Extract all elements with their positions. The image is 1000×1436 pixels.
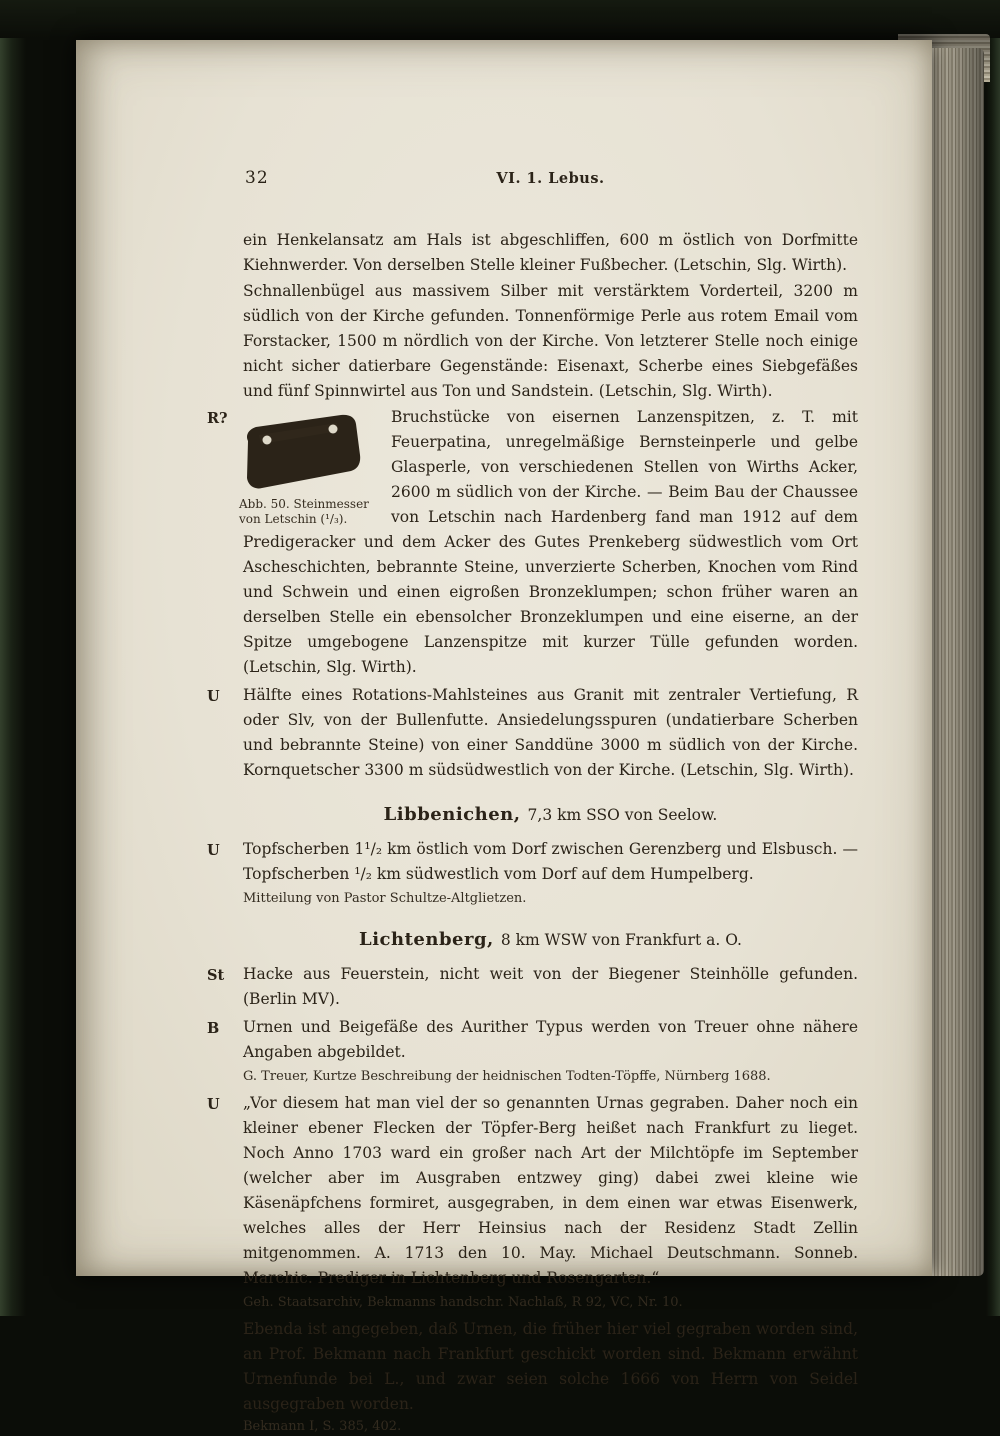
page-content <box>76 40 932 1436</box>
page-stack-edge-right <box>932 48 984 1276</box>
stone-knife-image <box>239 411 367 493</box>
margin-label-u: U <box>207 688 220 705</box>
running-title: VI. 1. Lebus. <box>496 170 605 187</box>
entry-text: „Vor diesem hat man viel der so genannten Urnas gegraben. Daher noch ein kleiner ebener Flecken der Töpfer-Berg heißet nach Frankfurt zu lieget. Noch Anno 1703 ward ein großer nach Art der Milchtöpfe im September (welcher aber im Ausgraben entzwey ging) dabei zwei kleine wie Käsenäpfchens formiret, ausgegraben, in dem einen war etwas Eisenwerk, welches alles der Herr Heinsius nach der Residenz Stadt Zellin mitgenommen. A. 1713 den 10. May. Michael Deutschmann. Sonneb. Marchic. Prediger in Lichtenberg und Rosengarten.“ <box>243 1094 858 1287</box>
book-page <box>76 40 932 1434</box>
section-heading-libbenichen <box>243 803 858 827</box>
margin-label-r: R? <box>207 410 228 427</box>
section-heading-lichtenberg <box>243 928 858 952</box>
page-number: 32 <box>245 168 269 188</box>
entry-text: Hacke aus Feuerstein, nicht weit von der Biegener Steinhölle gefunden. (Berlin MV). <box>243 965 858 1008</box>
book-cover-right <box>986 0 1000 1316</box>
figure-abb50 <box>239 411 375 527</box>
entry-hacke <box>207 962 858 1012</box>
paragraph-ebenda: Ebenda ist angegeben, daß Urnen, die früher hier viel gegraben worden sind, an Prof. Bekmann nach Frankfurt geschickt worden sind. Bekmann erwähnt Urnenfunde bei L., und zwar seien solche 1666 von Herrn von Seidel ausgegraben worden. <box>243 1320 858 1413</box>
place-detail: 8 km WSW von Frankfurt a. O. <box>500 931 742 949</box>
margin-label-u: U <box>207 842 220 859</box>
entry-text: Urnen und Beigefäße des Aurither Typus werden von Treuer ohne nähere Angaben abgebildet. <box>243 1018 858 1061</box>
paragraph-henkelansatz: ein Henkelansatz am Hals ist abgeschliffen, 600 m östlich von Dorfmitte Kiehnwerder. Von derselben Stelle kleiner Fußbecher. (Letschin, Slg. Wirth). <box>243 231 858 274</box>
entry-urnen <box>207 1015 858 1065</box>
book-spine-left <box>0 0 26 1316</box>
source-note-treuer: G. Treuer, Kurtze Beschreibung der heidnischen Todten-Töpffe, Nürnberg 1688. <box>243 1069 771 1084</box>
entry-mahlstein <box>207 683 858 783</box>
entry-text: Topfscherben 1¹/₂ km östlich vom Dorf zwischen Gerenzberg und Elsbusch. — Topfscherben ¹/₂ km südwestlich vom Dorf auf dem Humpelberg. <box>243 840 858 883</box>
source-note-staatsarchiv: Geh. Staatsarchiv, Bekmanns handschr. Nachlaß, R 92, VC, Nr. 10. <box>243 1295 683 1310</box>
book-cover-top <box>0 0 1000 38</box>
entry-text: Bruchstücke von eisernen Lanzenspitzen, z. T. mit Feuerpatina, unregelmäßige Bernsteinperle und gelbe Glasperle, von verschiedenen Stellen von Wirths Acker, 2600 m südlich von der Kirche. — Beim Bau der Chaussee von Letschin nach Hardenberg fand man 1912 auf dem Predigeracker und dem Acker des Gutes Prenkeberg südwestlich vom Ort Ascheschichten, bebrannte Steine, unverzierte Scherben, Knochen vom Rind und Schwein und einen eigroßen Bronzeklumpen; schon früher waren an derselben Stelle ein ebensolcher Bronzeklumpen und eine eiserne, an der Spitze umgebogene Lanzenspitze mit kurzer Tülle gefunden worden. (Letschin, Slg. Wirth). <box>243 408 858 676</box>
margin-label-st: St <box>207 967 225 984</box>
place-name: Lichtenberg, <box>359 929 494 950</box>
entry-topfscherben <box>207 837 858 887</box>
page-header <box>243 168 858 194</box>
margin-label-u: U <box>207 1096 220 1113</box>
place-detail: 7,3 km SSO von Seelow. <box>527 806 718 824</box>
place-name: Libbenichen, <box>383 804 521 825</box>
entry-urnas-zitat <box>207 1091 858 1291</box>
paragraph-schnallenbuegel: Schnallenbügel aus massivem Silber mit verstärktem Vorderteil, 3200 m südlich von der Kirche gefunden. Tonnenförmige Perle aus rotem Email vom Forstacker, 1500 m nördlich von der Kirche. Von letzterer Stelle noch einige nicht sicher datierbare Gegenstände: Eisenaxt, Scherbe eines Siebgefäßes und fünf Spinnwirtel aus Ton und Sandstein. (Letschin, Slg. Wirth). <box>243 282 858 400</box>
figure-caption: Abb. 50. Steinmesser von Letschin (¹/₃). <box>239 497 369 526</box>
entry-text: Hälfte eines Rotations-Mahlsteines aus Granit mit zentraler Vertiefung, R oder Slv, von der Bullenfutte. Ansiedelungsspuren (undatierbare Scherben und bebrannte Steine) von einer Sanddüne 3000 m südlich von der Kirche. Kornquetscher 3300 m südsüdwestlich von der Kirche. (Letschin, Slg. Wirth). <box>243 686 858 779</box>
source-note-bekmann: Bekmann I, S. 385, 402. <box>243 1419 402 1434</box>
margin-label-b: B <box>207 1020 220 1037</box>
entry-bruchstuecke <box>207 405 858 680</box>
source-note-libbenichen: Mitteilung von Pastor Schultze-Altglietzen. <box>243 891 527 906</box>
